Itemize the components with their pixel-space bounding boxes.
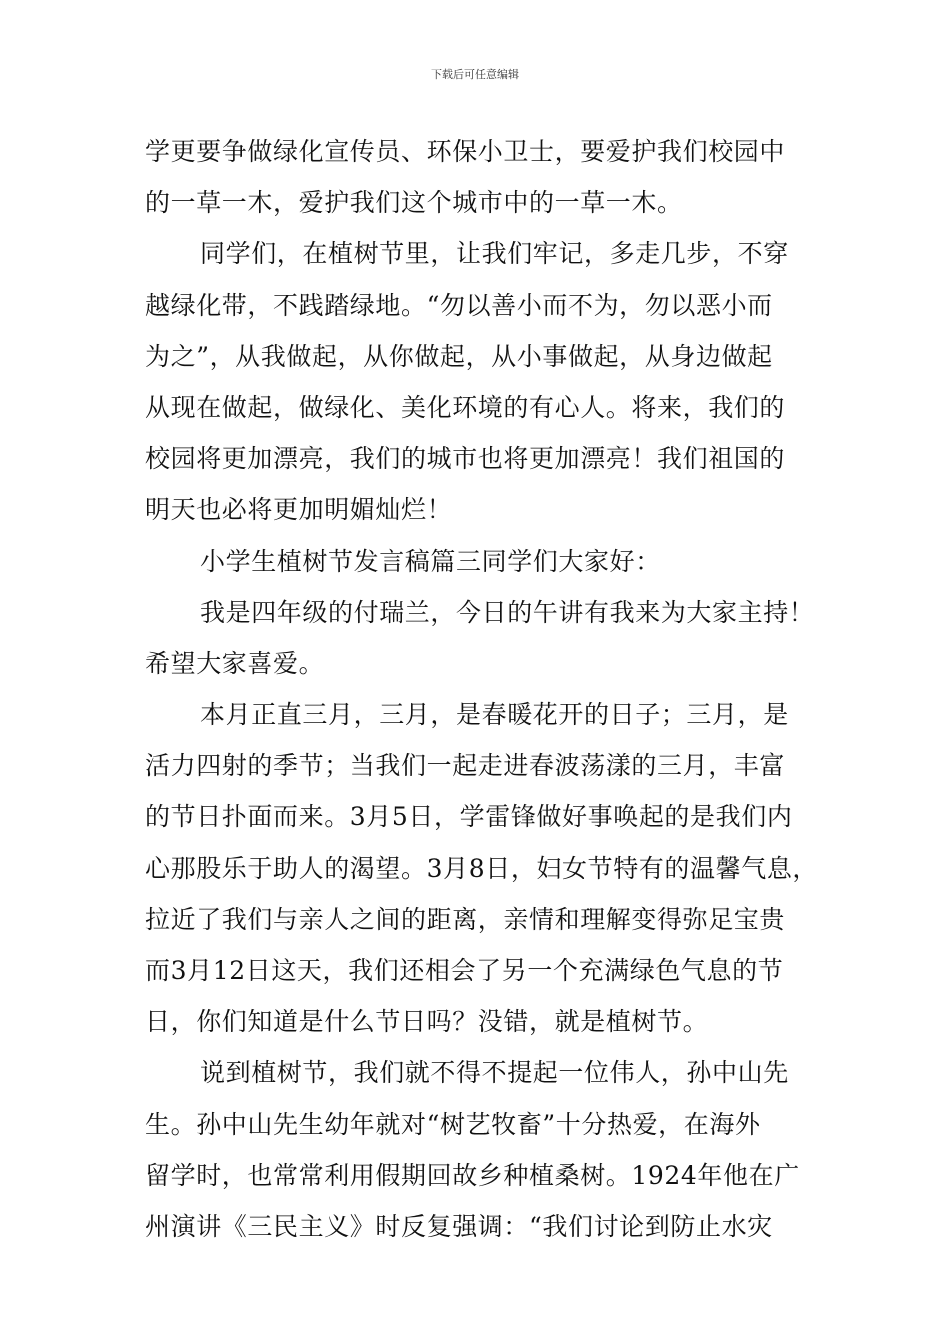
text-line: 的一草一木，爱护我们这个城市中的一草一木。 [145, 188, 683, 218]
text-line: 说到植树节，我们就不得不提起一位伟人，孙中山先 [200, 1058, 789, 1088]
text-line: 州演讲《三民主义》时反复强调：“我们讨论到防止水灾 [145, 1211, 773, 1241]
text-line: 活力四射的季节；当我们一起走进春波荡漾的三月，丰富 [145, 751, 786, 781]
text-line: 的节日扑面而来。3月5日，学雷锋做好事唤起的是我们内 [145, 802, 793, 832]
page-header: 下载后可任意编辑 [431, 68, 519, 81]
text-line: 留学时，也常常利用假期回故乡种植桑树。1924年他在广 [145, 1160, 800, 1190]
text-line: 明天也必将更加明媚灿烂！ [145, 495, 453, 525]
text-line: 日，你们知道是什么节日吗？没错，就是植树节。 [145, 1007, 709, 1037]
text-line: 同学们，在植树节里，让我们牢记，多走几步，不穿 [200, 239, 789, 269]
text-line: 拉近了我们与亲人之间的距离，亲情和理解变得弥足宝贵 [145, 904, 786, 934]
text-line: 而3月12日这天，我们还相会了另一个充满绿色气息的节 [145, 956, 784, 985]
text-line: 为之”，从我做起，从你做起，从小事做起，从身边做起 [145, 341, 773, 371]
text-line: 小学生植树节发言稿篇三同学们大家好： [200, 546, 661, 576]
document-body [145, 126, 819, 1252]
text-line: 我是四年级的付瑞兰，今日的午讲有我来为大家主持！ [200, 597, 815, 627]
text-line: 学更要争做绿化宣传员、环保小卫士，要爱护我们校园中 [145, 137, 786, 166]
text-line: 本月正直三月，三月，是春暖花开的日子；三月，是 [200, 700, 789, 730]
text-line: 从现在做起，做绿化、美化环境的有心人。将来，我们的 [145, 392, 786, 422]
text-line: 希望大家喜爱。 [145, 648, 325, 678]
text-line: 校园将更加漂亮，我们的城市也将更加漂亮！我们祖国的 [145, 444, 786, 474]
text-line: 生。孙中山先生幼年就对“树艺牧畜”十分热爱，在海外 [145, 1109, 761, 1139]
text-line: 越绿化带，不践踏绿地。“勿以善小而不为，勿以恶小而 [145, 290, 773, 320]
text-line: 心那股乐于助人的渴望。3月8日，妇女节特有的温馨气息， [145, 853, 819, 883]
